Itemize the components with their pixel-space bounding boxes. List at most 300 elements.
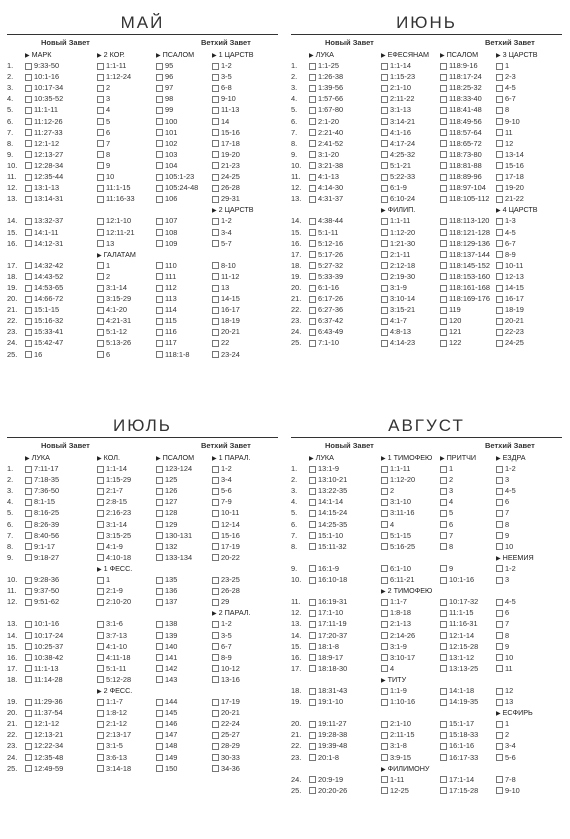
checkbox[interactable]	[156, 621, 163, 628]
checkbox[interactable]	[156, 577, 163, 584]
checkbox[interactable]	[156, 118, 163, 125]
checkbox[interactable]	[97, 107, 104, 114]
checkbox[interactable]	[440, 251, 447, 258]
checkbox[interactable]	[496, 499, 503, 506]
checkbox[interactable]	[496, 643, 503, 650]
checkbox[interactable]	[212, 351, 219, 358]
checkbox[interactable]	[156, 632, 163, 639]
checkbox[interactable]	[156, 665, 163, 672]
checkbox[interactable]	[381, 787, 388, 794]
checkbox[interactable]	[25, 654, 32, 661]
checkbox[interactable]	[212, 765, 219, 772]
checkbox[interactable]	[496, 107, 503, 114]
checkbox[interactable]	[381, 699, 388, 706]
checkbox[interactable]	[440, 499, 447, 506]
checkbox[interactable]	[309, 340, 316, 347]
checkbox[interactable]	[496, 466, 503, 473]
checkbox[interactable]	[440, 577, 447, 584]
checkbox[interactable]	[97, 273, 104, 280]
checkbox[interactable]	[496, 118, 503, 125]
checkbox[interactable]	[156, 554, 163, 561]
checkbox[interactable]	[97, 554, 104, 561]
checkbox[interactable]	[496, 296, 503, 303]
checkbox[interactable]	[309, 776, 316, 783]
checkbox[interactable]	[496, 240, 503, 247]
checkbox[interactable]	[440, 510, 447, 517]
checkbox[interactable]	[381, 754, 388, 761]
checkbox[interactable]	[440, 85, 447, 92]
checkbox[interactable]	[381, 185, 388, 192]
checkbox[interactable]	[156, 196, 163, 203]
checkbox[interactable]	[156, 296, 163, 303]
checkbox[interactable]	[156, 732, 163, 739]
checkbox[interactable]	[212, 129, 219, 136]
checkbox[interactable]	[212, 174, 219, 181]
checkbox[interactable]	[97, 118, 104, 125]
checkbox[interactable]	[212, 632, 219, 639]
checkbox[interactable]	[25, 229, 32, 236]
checkbox[interactable]	[381, 262, 388, 269]
checkbox[interactable]	[496, 162, 503, 169]
checkbox[interactable]	[309, 174, 316, 181]
checkbox[interactable]	[212, 262, 219, 269]
checkbox[interactable]	[97, 643, 104, 650]
checkbox[interactable]	[440, 754, 447, 761]
checkbox[interactable]	[496, 318, 503, 325]
checkbox[interactable]	[25, 307, 32, 314]
checkbox[interactable]	[156, 676, 163, 683]
checkbox[interactable]	[309, 543, 316, 550]
checkbox[interactable]	[97, 499, 104, 506]
checkbox[interactable]	[440, 466, 447, 473]
checkbox[interactable]	[25, 732, 32, 739]
checkbox[interactable]	[309, 63, 316, 70]
checkbox[interactable]	[496, 151, 503, 158]
checkbox[interactable]	[212, 499, 219, 506]
checkbox[interactable]	[381, 643, 388, 650]
checkbox[interactable]	[381, 285, 388, 292]
checkbox[interactable]	[440, 632, 447, 639]
checkbox[interactable]	[309, 599, 316, 606]
checkbox[interactable]	[440, 532, 447, 539]
checkbox[interactable]	[440, 543, 447, 550]
checkbox[interactable]	[440, 643, 447, 650]
checkbox[interactable]	[212, 588, 219, 595]
checkbox[interactable]	[309, 107, 316, 114]
checkbox[interactable]	[97, 743, 104, 750]
checkbox[interactable]	[309, 273, 316, 280]
checkbox[interactable]	[156, 262, 163, 269]
checkbox[interactable]	[212, 466, 219, 473]
checkbox[interactable]	[25, 107, 32, 114]
checkbox[interactable]	[212, 229, 219, 236]
checkbox[interactable]	[496, 262, 503, 269]
checkbox[interactable]	[309, 699, 316, 706]
checkbox[interactable]	[309, 688, 316, 695]
checkbox[interactable]	[156, 710, 163, 717]
checkbox[interactable]	[97, 765, 104, 772]
checkbox[interactable]	[25, 185, 32, 192]
checkbox[interactable]	[440, 621, 447, 628]
checkbox[interactable]	[212, 510, 219, 517]
checkbox[interactable]	[440, 240, 447, 247]
checkbox[interactable]	[496, 229, 503, 236]
checkbox[interactable]	[156, 273, 163, 280]
checkbox[interactable]	[440, 162, 447, 169]
checkbox[interactable]	[97, 599, 104, 606]
checkbox[interactable]	[496, 577, 503, 584]
checkbox[interactable]	[97, 543, 104, 550]
checkbox[interactable]	[25, 765, 32, 772]
checkbox[interactable]	[440, 787, 447, 794]
checkbox[interactable]	[212, 85, 219, 92]
checkbox[interactable]	[156, 307, 163, 314]
checkbox[interactable]	[440, 743, 447, 750]
checkbox[interactable]	[496, 251, 503, 258]
checkbox[interactable]	[212, 107, 219, 114]
checkbox[interactable]	[440, 63, 447, 70]
checkbox[interactable]	[440, 521, 447, 528]
checkbox[interactable]	[212, 307, 219, 314]
checkbox[interactable]	[25, 532, 32, 539]
checkbox[interactable]	[156, 532, 163, 539]
checkbox[interactable]	[496, 532, 503, 539]
checkbox[interactable]	[156, 151, 163, 158]
checkbox[interactable]	[440, 654, 447, 661]
checkbox[interactable]	[212, 296, 219, 303]
checkbox[interactable]	[212, 63, 219, 70]
checkbox[interactable]	[309, 307, 316, 314]
checkbox[interactable]	[496, 632, 503, 639]
checkbox[interactable]	[309, 521, 316, 528]
checkbox[interactable]	[212, 710, 219, 717]
checkbox[interactable]	[381, 96, 388, 103]
checkbox[interactable]	[25, 665, 32, 672]
checkbox[interactable]	[309, 118, 316, 125]
checkbox[interactable]	[309, 229, 316, 236]
checkbox[interactable]	[212, 140, 219, 147]
checkbox[interactable]	[25, 240, 32, 247]
checkbox[interactable]	[496, 754, 503, 761]
checkbox[interactable]	[309, 151, 316, 158]
checkbox[interactable]	[25, 599, 32, 606]
checkbox[interactable]	[212, 340, 219, 347]
checkbox[interactable]	[156, 510, 163, 517]
checkbox[interactable]	[212, 218, 219, 225]
checkbox[interactable]	[97, 577, 104, 584]
checkbox[interactable]	[309, 185, 316, 192]
checkbox[interactable]	[97, 196, 104, 203]
checkbox[interactable]	[97, 96, 104, 103]
checkbox[interactable]	[156, 521, 163, 528]
checkbox[interactable]	[496, 721, 503, 728]
checkbox[interactable]	[496, 488, 503, 495]
checkbox[interactable]	[156, 699, 163, 706]
checkbox[interactable]	[309, 296, 316, 303]
checkbox[interactable]	[496, 140, 503, 147]
checkbox[interactable]	[97, 151, 104, 158]
checkbox[interactable]	[496, 665, 503, 672]
checkbox[interactable]	[25, 196, 32, 203]
checkbox[interactable]	[97, 621, 104, 628]
checkbox[interactable]	[25, 262, 32, 269]
checkbox[interactable]	[309, 565, 316, 572]
checkbox[interactable]	[496, 621, 503, 628]
checkbox[interactable]	[381, 466, 388, 473]
checkbox[interactable]	[496, 273, 503, 280]
checkbox[interactable]	[25, 340, 32, 347]
checkbox[interactable]	[381, 654, 388, 661]
checkbox[interactable]	[212, 74, 219, 81]
checkbox[interactable]	[212, 577, 219, 584]
checkbox[interactable]	[97, 218, 104, 225]
checkbox[interactable]	[25, 510, 32, 517]
checkbox[interactable]	[381, 521, 388, 528]
checkbox[interactable]	[381, 85, 388, 92]
checkbox[interactable]	[381, 307, 388, 314]
checkbox[interactable]	[25, 74, 32, 81]
checkbox[interactable]	[496, 543, 503, 550]
checkbox[interactable]	[309, 74, 316, 81]
checkbox[interactable]	[496, 743, 503, 750]
checkbox[interactable]	[440, 151, 447, 158]
checkbox[interactable]	[97, 229, 104, 236]
checkbox[interactable]	[212, 151, 219, 158]
checkbox[interactable]	[25, 588, 32, 595]
checkbox[interactable]	[97, 340, 104, 347]
checkbox[interactable]	[156, 140, 163, 147]
checkbox[interactable]	[309, 787, 316, 794]
checkbox[interactable]	[25, 643, 32, 650]
checkbox[interactable]	[97, 732, 104, 739]
checkbox[interactable]	[97, 74, 104, 81]
checkbox[interactable]	[309, 196, 316, 203]
checkbox[interactable]	[97, 488, 104, 495]
checkbox[interactable]	[440, 140, 447, 147]
checkbox[interactable]	[496, 63, 503, 70]
checkbox[interactable]	[381, 273, 388, 280]
checkbox[interactable]	[381, 565, 388, 572]
checkbox[interactable]	[440, 776, 447, 783]
checkbox[interactable]	[440, 185, 447, 192]
checkbox[interactable]	[440, 174, 447, 181]
checkbox[interactable]	[309, 477, 316, 484]
checkbox[interactable]	[97, 665, 104, 672]
checkbox[interactable]	[25, 285, 32, 292]
checkbox[interactable]	[212, 754, 219, 761]
checkbox[interactable]	[440, 296, 447, 303]
checkbox[interactable]	[156, 107, 163, 114]
checkbox[interactable]	[381, 510, 388, 517]
checkbox[interactable]	[496, 776, 503, 783]
checkbox[interactable]	[440, 477, 447, 484]
checkbox[interactable]	[309, 329, 316, 336]
checkbox[interactable]	[25, 710, 32, 717]
checkbox[interactable]	[97, 466, 104, 473]
checkbox[interactable]	[25, 140, 32, 147]
checkbox[interactable]	[97, 477, 104, 484]
checkbox[interactable]	[381, 732, 388, 739]
checkbox[interactable]	[212, 273, 219, 280]
checkbox[interactable]	[212, 543, 219, 550]
checkbox[interactable]	[25, 96, 32, 103]
checkbox[interactable]	[496, 85, 503, 92]
checkbox[interactable]	[97, 185, 104, 192]
checkbox[interactable]	[381, 218, 388, 225]
checkbox[interactable]	[496, 96, 503, 103]
checkbox[interactable]	[440, 273, 447, 280]
checkbox[interactable]	[309, 654, 316, 661]
checkbox[interactable]	[156, 588, 163, 595]
checkbox[interactable]	[440, 599, 447, 606]
checkbox[interactable]	[309, 621, 316, 628]
checkbox[interactable]	[309, 140, 316, 147]
checkbox[interactable]	[97, 296, 104, 303]
checkbox[interactable]	[381, 162, 388, 169]
checkbox[interactable]	[156, 340, 163, 347]
checkbox[interactable]	[309, 285, 316, 292]
checkbox[interactable]	[25, 118, 32, 125]
checkbox[interactable]	[309, 732, 316, 739]
checkbox[interactable]	[156, 765, 163, 772]
checkbox[interactable]	[309, 129, 316, 136]
checkbox[interactable]	[440, 74, 447, 81]
checkbox[interactable]	[381, 296, 388, 303]
checkbox[interactable]	[156, 162, 163, 169]
checkbox[interactable]	[97, 140, 104, 147]
checkbox[interactable]	[309, 262, 316, 269]
checkbox[interactable]	[25, 218, 32, 225]
checkbox[interactable]	[97, 307, 104, 314]
checkbox[interactable]	[97, 632, 104, 639]
checkbox[interactable]	[156, 85, 163, 92]
checkbox[interactable]	[25, 318, 32, 325]
checkbox[interactable]	[496, 196, 503, 203]
checkbox[interactable]	[381, 743, 388, 750]
checkbox[interactable]	[496, 185, 503, 192]
checkbox[interactable]	[381, 118, 388, 125]
checkbox[interactable]	[97, 85, 104, 92]
checkbox[interactable]	[156, 351, 163, 358]
checkbox[interactable]	[25, 543, 32, 550]
checkbox[interactable]	[212, 599, 219, 606]
checkbox[interactable]	[156, 240, 163, 247]
checkbox[interactable]	[25, 466, 32, 473]
checkbox[interactable]	[212, 699, 219, 706]
checkbox[interactable]	[156, 721, 163, 728]
checkbox[interactable]	[156, 743, 163, 750]
checkbox[interactable]	[212, 643, 219, 650]
checkbox[interactable]	[97, 129, 104, 136]
checkbox[interactable]	[156, 185, 163, 192]
checkbox[interactable]	[97, 240, 104, 247]
checkbox[interactable]	[156, 63, 163, 70]
checkbox[interactable]	[440, 107, 447, 114]
checkbox[interactable]	[97, 63, 104, 70]
checkbox[interactable]	[381, 577, 388, 584]
checkbox[interactable]	[156, 129, 163, 136]
checkbox[interactable]	[309, 466, 316, 473]
checkbox[interactable]	[440, 307, 447, 314]
checkbox[interactable]	[440, 665, 447, 672]
checkbox[interactable]	[212, 654, 219, 661]
checkbox[interactable]	[156, 466, 163, 473]
checkbox[interactable]	[212, 743, 219, 750]
checkbox[interactable]	[381, 599, 388, 606]
checkbox[interactable]	[97, 532, 104, 539]
checkbox[interactable]	[156, 229, 163, 236]
checkbox[interactable]	[25, 151, 32, 158]
checkbox[interactable]	[212, 732, 219, 739]
checkbox[interactable]	[25, 632, 32, 639]
checkbox[interactable]	[212, 240, 219, 247]
checkbox[interactable]	[496, 74, 503, 81]
checkbox[interactable]	[309, 488, 316, 495]
checkbox[interactable]	[309, 743, 316, 750]
checkbox[interactable]	[309, 754, 316, 761]
checkbox[interactable]	[496, 174, 503, 181]
checkbox[interactable]	[97, 162, 104, 169]
checkbox[interactable]	[25, 85, 32, 92]
checkbox[interactable]	[25, 721, 32, 728]
checkbox[interactable]	[440, 129, 447, 136]
checkbox[interactable]	[381, 632, 388, 639]
checkbox[interactable]	[309, 218, 316, 225]
checkbox[interactable]	[440, 340, 447, 347]
checkbox[interactable]	[381, 488, 388, 495]
checkbox[interactable]	[440, 688, 447, 695]
checkbox[interactable]	[97, 699, 104, 706]
checkbox[interactable]	[496, 218, 503, 225]
checkbox[interactable]	[212, 329, 219, 336]
checkbox[interactable]	[212, 676, 219, 683]
checkbox[interactable]	[309, 510, 316, 517]
checkbox[interactable]	[440, 218, 447, 225]
checkbox[interactable]	[381, 329, 388, 336]
checkbox[interactable]	[496, 477, 503, 484]
checkbox[interactable]	[156, 74, 163, 81]
checkbox[interactable]	[25, 63, 32, 70]
checkbox[interactable]	[309, 85, 316, 92]
checkbox[interactable]	[309, 665, 316, 672]
checkbox[interactable]	[496, 129, 503, 136]
checkbox[interactable]	[97, 262, 104, 269]
checkbox[interactable]	[440, 285, 447, 292]
checkbox[interactable]	[440, 732, 447, 739]
checkbox[interactable]	[25, 273, 32, 280]
checkbox[interactable]	[440, 488, 447, 495]
checkbox[interactable]	[381, 107, 388, 114]
checkbox[interactable]	[97, 510, 104, 517]
checkbox[interactable]	[381, 151, 388, 158]
checkbox[interactable]	[440, 118, 447, 125]
checkbox[interactable]	[309, 240, 316, 247]
checkbox[interactable]	[309, 162, 316, 169]
checkbox[interactable]	[309, 643, 316, 650]
checkbox[interactable]	[97, 285, 104, 292]
checkbox[interactable]	[381, 240, 388, 247]
checkbox[interactable]	[25, 521, 32, 528]
checkbox[interactable]	[97, 351, 104, 358]
checkbox[interactable]	[309, 577, 316, 584]
checkbox[interactable]	[496, 688, 503, 695]
checkbox[interactable]	[496, 307, 503, 314]
checkbox[interactable]	[97, 754, 104, 761]
checkbox[interactable]	[309, 632, 316, 639]
checkbox[interactable]	[440, 699, 447, 706]
checkbox[interactable]	[496, 521, 503, 528]
checkbox[interactable]	[25, 499, 32, 506]
